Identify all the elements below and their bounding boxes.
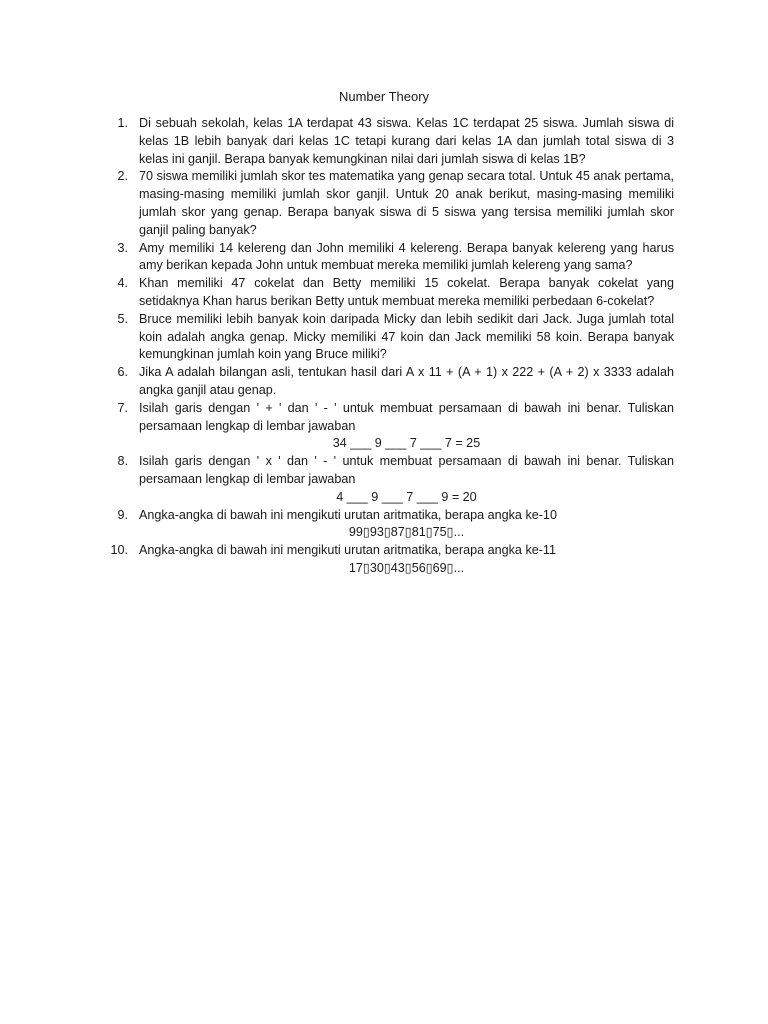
question-item-9 (110, 507, 674, 543)
question-text: Khan memiliki 47 cokelat dan Betty memiliki 15 cokelat. Berapa banyak cokelat yang setidaknya Khan harus berikan Betty untuk membuat mereka memiliki perbedaan 6-cokelat? (139, 276, 674, 308)
question-number: 7. (117, 400, 128, 415)
question-text: Angka-angka di bawah ini mengikuti urutan aritmatika, berapa angka ke-11 (139, 543, 557, 558)
question-sequence: 99▯93▯87▯81▯75▯... (348, 525, 465, 540)
question-number: 5. (117, 311, 128, 326)
question-equation: 4 ___ 9 ___ 7 ___ 9 = 20 (336, 489, 477, 504)
question-number: 2. (117, 169, 128, 184)
question-text: Isilah garis dengan ' x ' dan ' - ' untuk membuat persamaan di bawah ini benar. Tuliskan persamaan lengkap di lembar jawaban (139, 454, 674, 486)
question-text: Isilah garis dengan ' + ' dan ' - ' untuk membuat persamaan di bawah ini benar. Tuliskan persamaan lengkap di lembar jawaban (139, 400, 674, 433)
question-item-8 (110, 453, 674, 506)
question-text: Angka-angka di bawah ini mengikuti urutan aritmatika, berapa angka ke-10 (139, 507, 557, 522)
question-item-1 (110, 115, 674, 168)
question-item-5 (110, 311, 674, 364)
question-number: 6. (117, 365, 128, 380)
question-item-3 (110, 240, 674, 276)
question-sequence: 17▯30▯43▯56▯69▯... (348, 560, 465, 575)
question-number: 3. (117, 240, 128, 255)
question-number: 9. (117, 507, 128, 522)
question-text: 70 siswa memiliki jumlah skor tes matematika yang genap secara total. Untuk 45 anak pertama, masing-masing memiliki jumlah skor ganjil. Untuk 20 anak berikut, masing-masing memiliki jumlah skor yang genap. Berapa banyak siswa di 5 siswa yang tersisa memiliki jumlah skor ganjil paling banyak? (139, 169, 674, 237)
question-item-7 (110, 400, 674, 453)
question-equation: 34 ___ 9 ___ 7 ___ 7 = 25 (332, 436, 481, 451)
question-number: 8. (117, 454, 128, 469)
question-number: 1. (117, 116, 128, 130)
question-item-4 (110, 275, 674, 311)
question-item-10 (110, 542, 674, 578)
question-text: Jika A adalah bilangan asli, tentukan hasil dari A x 11 + (A + 1) x 222 + (A + 2) x 3333 adalah angka ganjil atau genap. (139, 365, 674, 397)
question-number: 4. (117, 276, 128, 291)
document-title: Number Theory (338, 89, 430, 104)
question-list (110, 115, 674, 578)
question-text: Bruce memiliki lebih banyak koin daripada Micky dan lebih sedikit dari Jack. Juga jumlah total koin adalah angka genap. Micky memiliki 47 koin dan Jack memiliki 58 koin. Berapa banyak kemungkinan jumlah koin yang Bruce miliki? (139, 311, 674, 362)
question-number: 10. (110, 543, 128, 558)
question-item-6 (110, 364, 674, 400)
question-item-2 (110, 168, 674, 239)
question-text: Amy memiliki 14 kelereng dan John memiliki 4 kelereng. Berapa banyak kelereng yang harus amy berikan kepada John untuk membuat mereka memiliki jumlah kelereng yang sama? (139, 240, 674, 273)
question-text: Di sebuah sekolah, kelas 1A terdapat 43 siswa. Kelas 1C terdapat 25 siswa. Jumlah siswa di kelas 1B lebih banyak dari kelas 1C tetapi kurang dari kelas 1A dan jumlah total siswa di 3 kelas ini ganjil. Berapa banyak kemungkinan nilai dari jumlah siswa di kelas 1B? (139, 116, 674, 166)
